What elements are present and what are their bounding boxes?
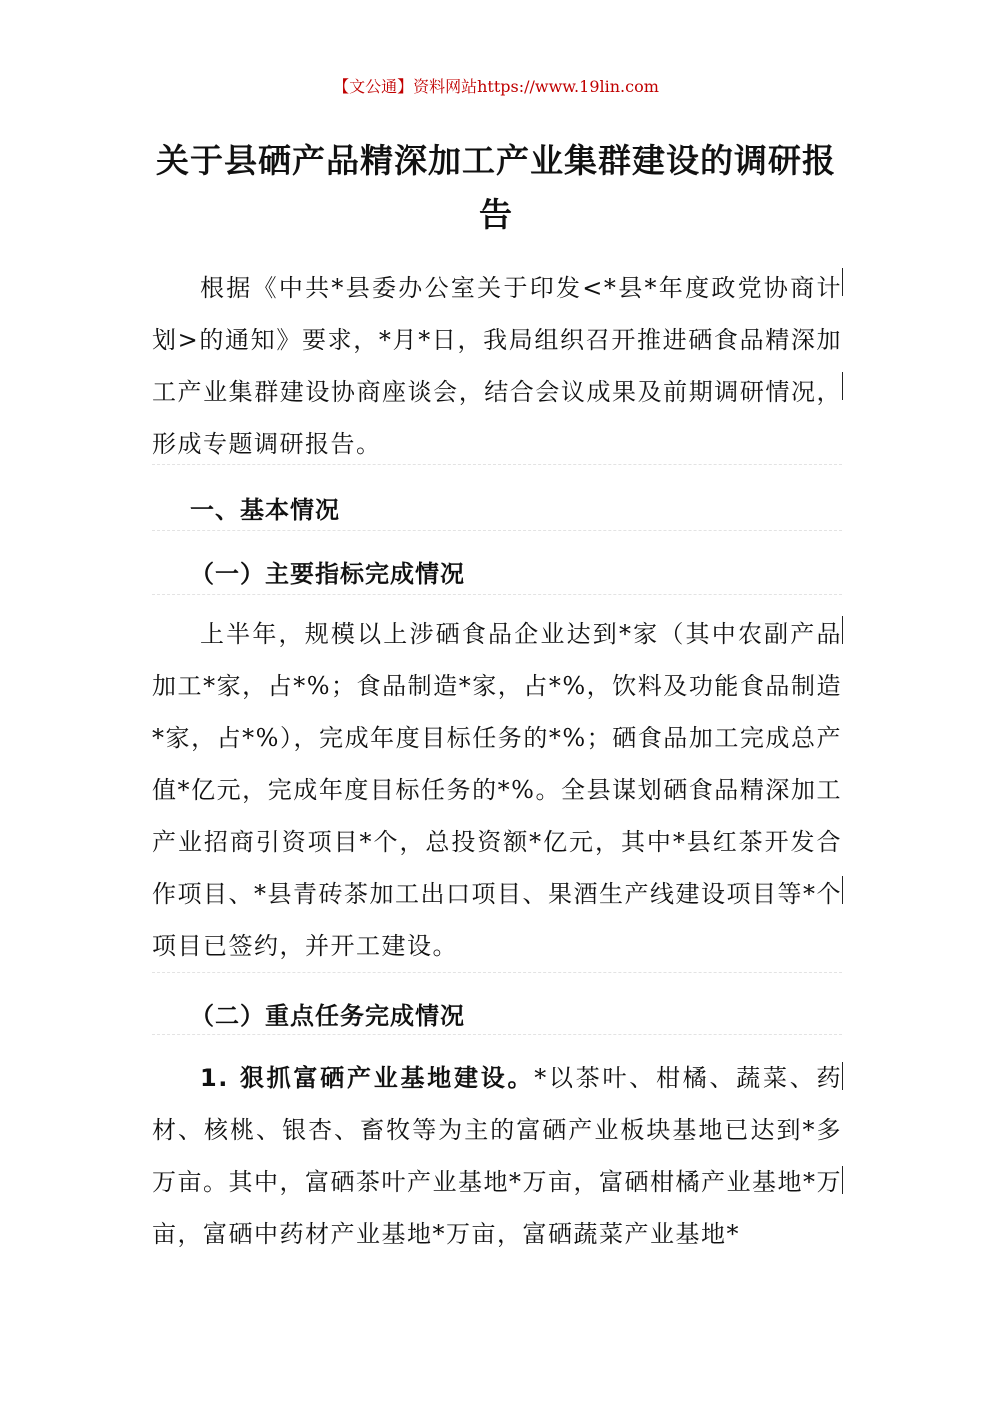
divider: [152, 464, 842, 465]
margin-mark: [842, 616, 843, 644]
margin-mark: [842, 372, 843, 400]
document-title: 关于县硒产品精深加工产业集群建设的调研报告: [156, 141, 836, 234]
indicators-paragraph: 上半年，规模以上涉硒食品企业达到*家（其中农副产品加工*家，占*%；食品制造*家，占*%，饮料及功能食品制造*家，占*%），完成年度目标任务的*%；硒食品加工完成总产值*亿元，完成年度目标任务的*%。全县谋划硒食品精深加工产业招商引资项目*个，总投资额*亿元，其中*县红茶开发合作项目、*县青砖茶加工出口项目、果酒生产线建设项目等*个项目已签约，并开工建设。: [152, 620, 842, 960]
margin-mark: [842, 1166, 843, 1194]
divider: [152, 530, 842, 531]
section-heading-basic: 一、基本情况: [190, 496, 340, 524]
intro-paragraph: 根据《中共*县委办公室关于印发<*县*年度政党协商计划>的通知》要求，*月*日，我局组织召开推进硒食品精深加工产业集群建设协商座谈会，结合会议成果及前期调研情况，形成专题调研报告。: [152, 274, 842, 458]
margin-mark: [842, 268, 843, 296]
task-item-1: [152, 1052, 842, 1260]
divider: [152, 1034, 842, 1035]
task-item-1-lead: 1. 狠抓富硒产业基地建设。: [200, 1064, 535, 1092]
task-item-1-text: *以茶叶、柑橘、蔬菜、药材、核桃、银杏、畜牧等为主的富硒产业板块基地已达到*多万亩。其中，富硒茶叶产业基地*万亩，富硒柑橘产业基地*万亩，富硒中药材产业基地*万亩，富硒蔬菜产业基地*: [152, 1064, 843, 1248]
subsection-heading-indicators: （一）主要指标完成情况: [190, 560, 465, 588]
divider: [152, 594, 842, 595]
divider: [152, 972, 842, 973]
margin-mark: [842, 1062, 843, 1090]
site-header-watermark: 【文公通】资料网站https://www.19lin.com: [333, 77, 659, 96]
subsection-heading-tasks: （二）重点任务完成情况: [190, 1002, 465, 1030]
margin-mark: [842, 876, 843, 904]
